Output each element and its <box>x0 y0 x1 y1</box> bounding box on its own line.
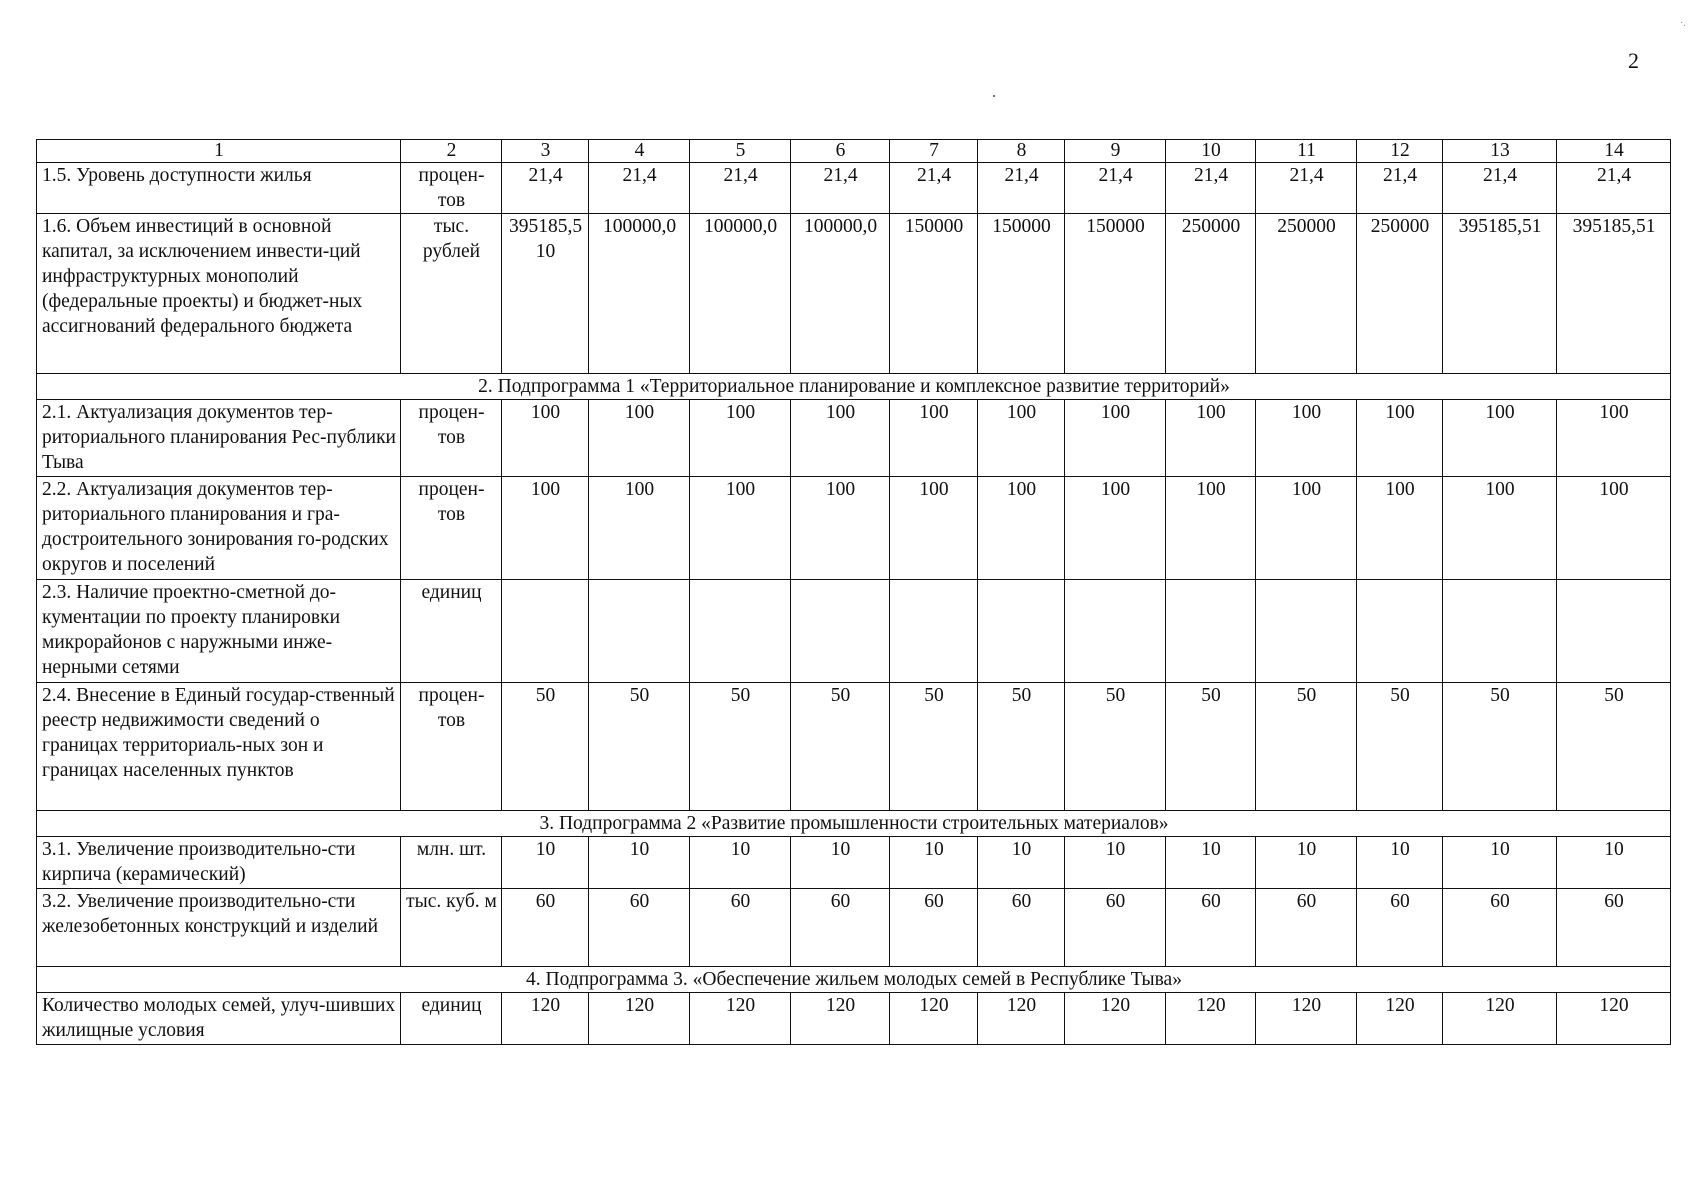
value-cell <box>1166 580 1256 683</box>
value-cell: 21,4 <box>1357 163 1443 214</box>
column-number: 2 <box>401 140 502 163</box>
value-cell <box>589 580 690 683</box>
indicator-unit: единиц <box>401 580 502 683</box>
indicator-name: 2.4. Внесение в Единый государ-ственный реестр недвижимости сведений о границах территориаль-ных зон и границах населенных пунктов <box>37 683 401 811</box>
value-cell: 21,4 <box>890 163 978 214</box>
value-cell: 120 <box>1357 993 1443 1045</box>
value-cell: 60 <box>1065 889 1166 967</box>
value-cell: 120 <box>791 993 890 1045</box>
table-row <box>37 580 1671 683</box>
value-cell: 50 <box>791 683 890 811</box>
value-cell: 21,4 <box>1166 163 1256 214</box>
value-cell: 60 <box>1256 889 1357 967</box>
value-cell: 10 <box>502 837 589 889</box>
value-cell: 21,4 <box>791 163 890 214</box>
section-row <box>37 374 1671 400</box>
value-cell: 60 <box>1557 889 1671 967</box>
value-cell: 120 <box>890 993 978 1045</box>
table-row <box>37 400 1671 477</box>
value-cell: 60 <box>1443 889 1557 967</box>
value-cell <box>690 580 791 683</box>
value-cell <box>791 580 890 683</box>
indicator-unit: млн. шт. <box>401 837 502 889</box>
column-number: 6 <box>791 140 890 163</box>
value-cell: 10 <box>690 837 791 889</box>
indicator-unit: тыс. рублей <box>401 214 502 374</box>
value-cell: 150000 <box>978 214 1065 374</box>
indicator-name: 1.6. Объем инвестиций в основной капитал, за исключением инвести-ций инфраструктурных монополий (федеральные проекты) и бюджет-ных ассигнований федерального бюджета <box>37 214 401 374</box>
value-cell: 100 <box>589 477 690 580</box>
value-cell: 50 <box>589 683 690 811</box>
value-cell: 250000 <box>1256 214 1357 374</box>
value-cell: 120 <box>1557 993 1671 1045</box>
column-number: 1 <box>37 140 401 163</box>
page-number: 2 <box>1628 48 1639 73</box>
indicator-name: 2.2. Актуализация документов тер-риториального планирования и гра-достроительного зонирования го-родских округов и поселений <box>37 477 401 580</box>
value-cell: 100 <box>890 477 978 580</box>
value-cell: 50 <box>890 683 978 811</box>
table-row <box>37 993 1671 1045</box>
value-cell: 50 <box>1256 683 1357 811</box>
value-cell: 60 <box>690 889 791 967</box>
value-cell: 100 <box>502 400 589 477</box>
value-cell <box>1256 580 1357 683</box>
value-cell: 50 <box>1065 683 1166 811</box>
value-cell: 100 <box>502 477 589 580</box>
column-number: 5 <box>690 140 791 163</box>
value-cell: 50 <box>1443 683 1557 811</box>
value-cell <box>890 580 978 683</box>
value-cell: 10 <box>1065 837 1166 889</box>
value-cell: 395185,510 <box>502 214 589 374</box>
value-cell: 100 <box>1065 400 1166 477</box>
indicators-table <box>36 139 1671 1045</box>
section-row <box>37 811 1671 837</box>
value-cell: 100 <box>1357 477 1443 580</box>
value-cell: 10 <box>791 837 890 889</box>
indicator-name: 3.1. Увеличение производительно-сти кирпича (керамический) <box>37 837 401 889</box>
column-number: 13 <box>1443 140 1557 163</box>
indicator-unit: тыс. куб. м <box>401 889 502 967</box>
value-cell: 100 <box>890 400 978 477</box>
table-row <box>37 837 1671 889</box>
value-cell: 50 <box>978 683 1065 811</box>
value-cell: 120 <box>1166 993 1256 1045</box>
indicator-name: 2.1. Актуализация документов тер-риториального планирования Рес-публики Тыва <box>37 400 401 477</box>
column-number: 3 <box>502 140 589 163</box>
column-number: 9 <box>1065 140 1166 163</box>
section-title: 2. Подпрограмма 1 «Территориальное планирование и комплексное развитие территорий» <box>37 374 1671 400</box>
value-cell: 150000 <box>1065 214 1166 374</box>
value-cell: 100 <box>1166 477 1256 580</box>
value-cell: 150000 <box>890 214 978 374</box>
value-cell: 120 <box>978 993 1065 1045</box>
value-cell: 250000 <box>1357 214 1443 374</box>
value-cell <box>1357 580 1443 683</box>
column-number: 12 <box>1357 140 1443 163</box>
value-cell: 100 <box>1443 400 1557 477</box>
column-number: 14 <box>1557 140 1671 163</box>
value-cell: 100 <box>690 400 791 477</box>
value-cell: 250000 <box>1166 214 1256 374</box>
value-cell: 120 <box>502 993 589 1045</box>
value-cell: 100 <box>1065 477 1166 580</box>
value-cell: 21,4 <box>690 163 791 214</box>
value-cell: 100 <box>1557 477 1671 580</box>
value-cell: 120 <box>690 993 791 1045</box>
value-cell: 10 <box>1256 837 1357 889</box>
scan-artifact: ·. <box>1680 18 1686 29</box>
value-cell: 21,4 <box>1557 163 1671 214</box>
indicator-unit: процен-тов <box>401 163 502 214</box>
value-cell: 120 <box>1443 993 1557 1045</box>
value-cell: 10 <box>978 837 1065 889</box>
value-cell: 100 <box>1166 400 1256 477</box>
value-cell: 395185,51 <box>1443 214 1557 374</box>
value-cell: 10 <box>1443 837 1557 889</box>
value-cell: 60 <box>890 889 978 967</box>
value-cell <box>1443 580 1557 683</box>
value-cell: 21,4 <box>1443 163 1557 214</box>
value-cell: 100 <box>1443 477 1557 580</box>
value-cell: 50 <box>1557 683 1671 811</box>
value-cell: 21,4 <box>978 163 1065 214</box>
table-row <box>37 683 1671 811</box>
value-cell: 21,4 <box>502 163 589 214</box>
column-number: 4 <box>589 140 690 163</box>
value-cell: 100 <box>791 400 890 477</box>
section-title: 3. Подпрограмма 2 «Развитие промышленности строительных материалов» <box>37 811 1671 837</box>
scan-dot <box>993 95 995 97</box>
value-cell: 10 <box>1166 837 1256 889</box>
value-cell: 100 <box>1557 400 1671 477</box>
column-number: 11 <box>1256 140 1357 163</box>
value-cell: 100 <box>1256 477 1357 580</box>
table-row <box>37 477 1671 580</box>
value-cell: 60 <box>589 889 690 967</box>
value-cell: 395185,51 <box>1557 214 1671 374</box>
indicator-name: 2.3. Наличие проектно-сметной до-кументации по проекту планировки микрорайонов с наружными инже-нерными сетями <box>37 580 401 683</box>
section-title: 4. Подпрограмма 3. «Обеспечение жильем молодых семей в Республике Тыва» <box>37 967 1671 993</box>
value-cell <box>978 580 1065 683</box>
value-cell: 60 <box>791 889 890 967</box>
value-cell: 100 <box>690 477 791 580</box>
value-cell: 100000,0 <box>690 214 791 374</box>
value-cell: 100 <box>589 400 690 477</box>
section-row <box>37 967 1671 993</box>
value-cell: 120 <box>589 993 690 1045</box>
value-cell <box>502 580 589 683</box>
value-cell: 10 <box>589 837 690 889</box>
value-cell: 100000,0 <box>589 214 690 374</box>
value-cell: 100 <box>978 477 1065 580</box>
value-cell: 10 <box>890 837 978 889</box>
value-cell: 100 <box>1256 400 1357 477</box>
table-row <box>37 214 1671 374</box>
value-cell <box>1557 580 1671 683</box>
indicator-name: 1.5. Уровень доступности жилья <box>37 163 401 214</box>
value-cell: 21,4 <box>589 163 690 214</box>
value-cell: 10 <box>1357 837 1443 889</box>
indicator-unit: единиц <box>401 993 502 1045</box>
value-cell: 100000,0 <box>791 214 890 374</box>
value-cell: 50 <box>1166 683 1256 811</box>
value-cell: 60 <box>1357 889 1443 967</box>
indicator-unit: процен-тов <box>401 477 502 580</box>
indicator-name: Количество молодых семей, улуч-шивших жилищные условия <box>37 993 401 1045</box>
value-cell: 60 <box>502 889 589 967</box>
value-cell: 100 <box>978 400 1065 477</box>
table-row <box>37 889 1671 967</box>
value-cell: 50 <box>502 683 589 811</box>
column-number: 7 <box>890 140 978 163</box>
indicator-unit: процен-тов <box>401 400 502 477</box>
value-cell: 60 <box>978 889 1065 967</box>
indicator-name: 3.2. Увеличение производительно-сти железобетонных конструкций и изделий <box>37 889 401 967</box>
indicator-unit: процен-тов <box>401 683 502 811</box>
column-number-row <box>37 140 1671 163</box>
value-cell: 21,4 <box>1256 163 1357 214</box>
value-cell: 21,4 <box>1065 163 1166 214</box>
value-cell: 100 <box>791 477 890 580</box>
value-cell: 100 <box>1357 400 1443 477</box>
value-cell: 10 <box>1557 837 1671 889</box>
value-cell <box>1065 580 1166 683</box>
value-cell: 60 <box>1166 889 1256 967</box>
value-cell: 120 <box>1256 993 1357 1045</box>
value-cell: 50 <box>1357 683 1443 811</box>
column-number: 10 <box>1166 140 1256 163</box>
column-number: 8 <box>978 140 1065 163</box>
table-row <box>37 163 1671 214</box>
value-cell: 120 <box>1065 993 1166 1045</box>
value-cell: 50 <box>690 683 791 811</box>
